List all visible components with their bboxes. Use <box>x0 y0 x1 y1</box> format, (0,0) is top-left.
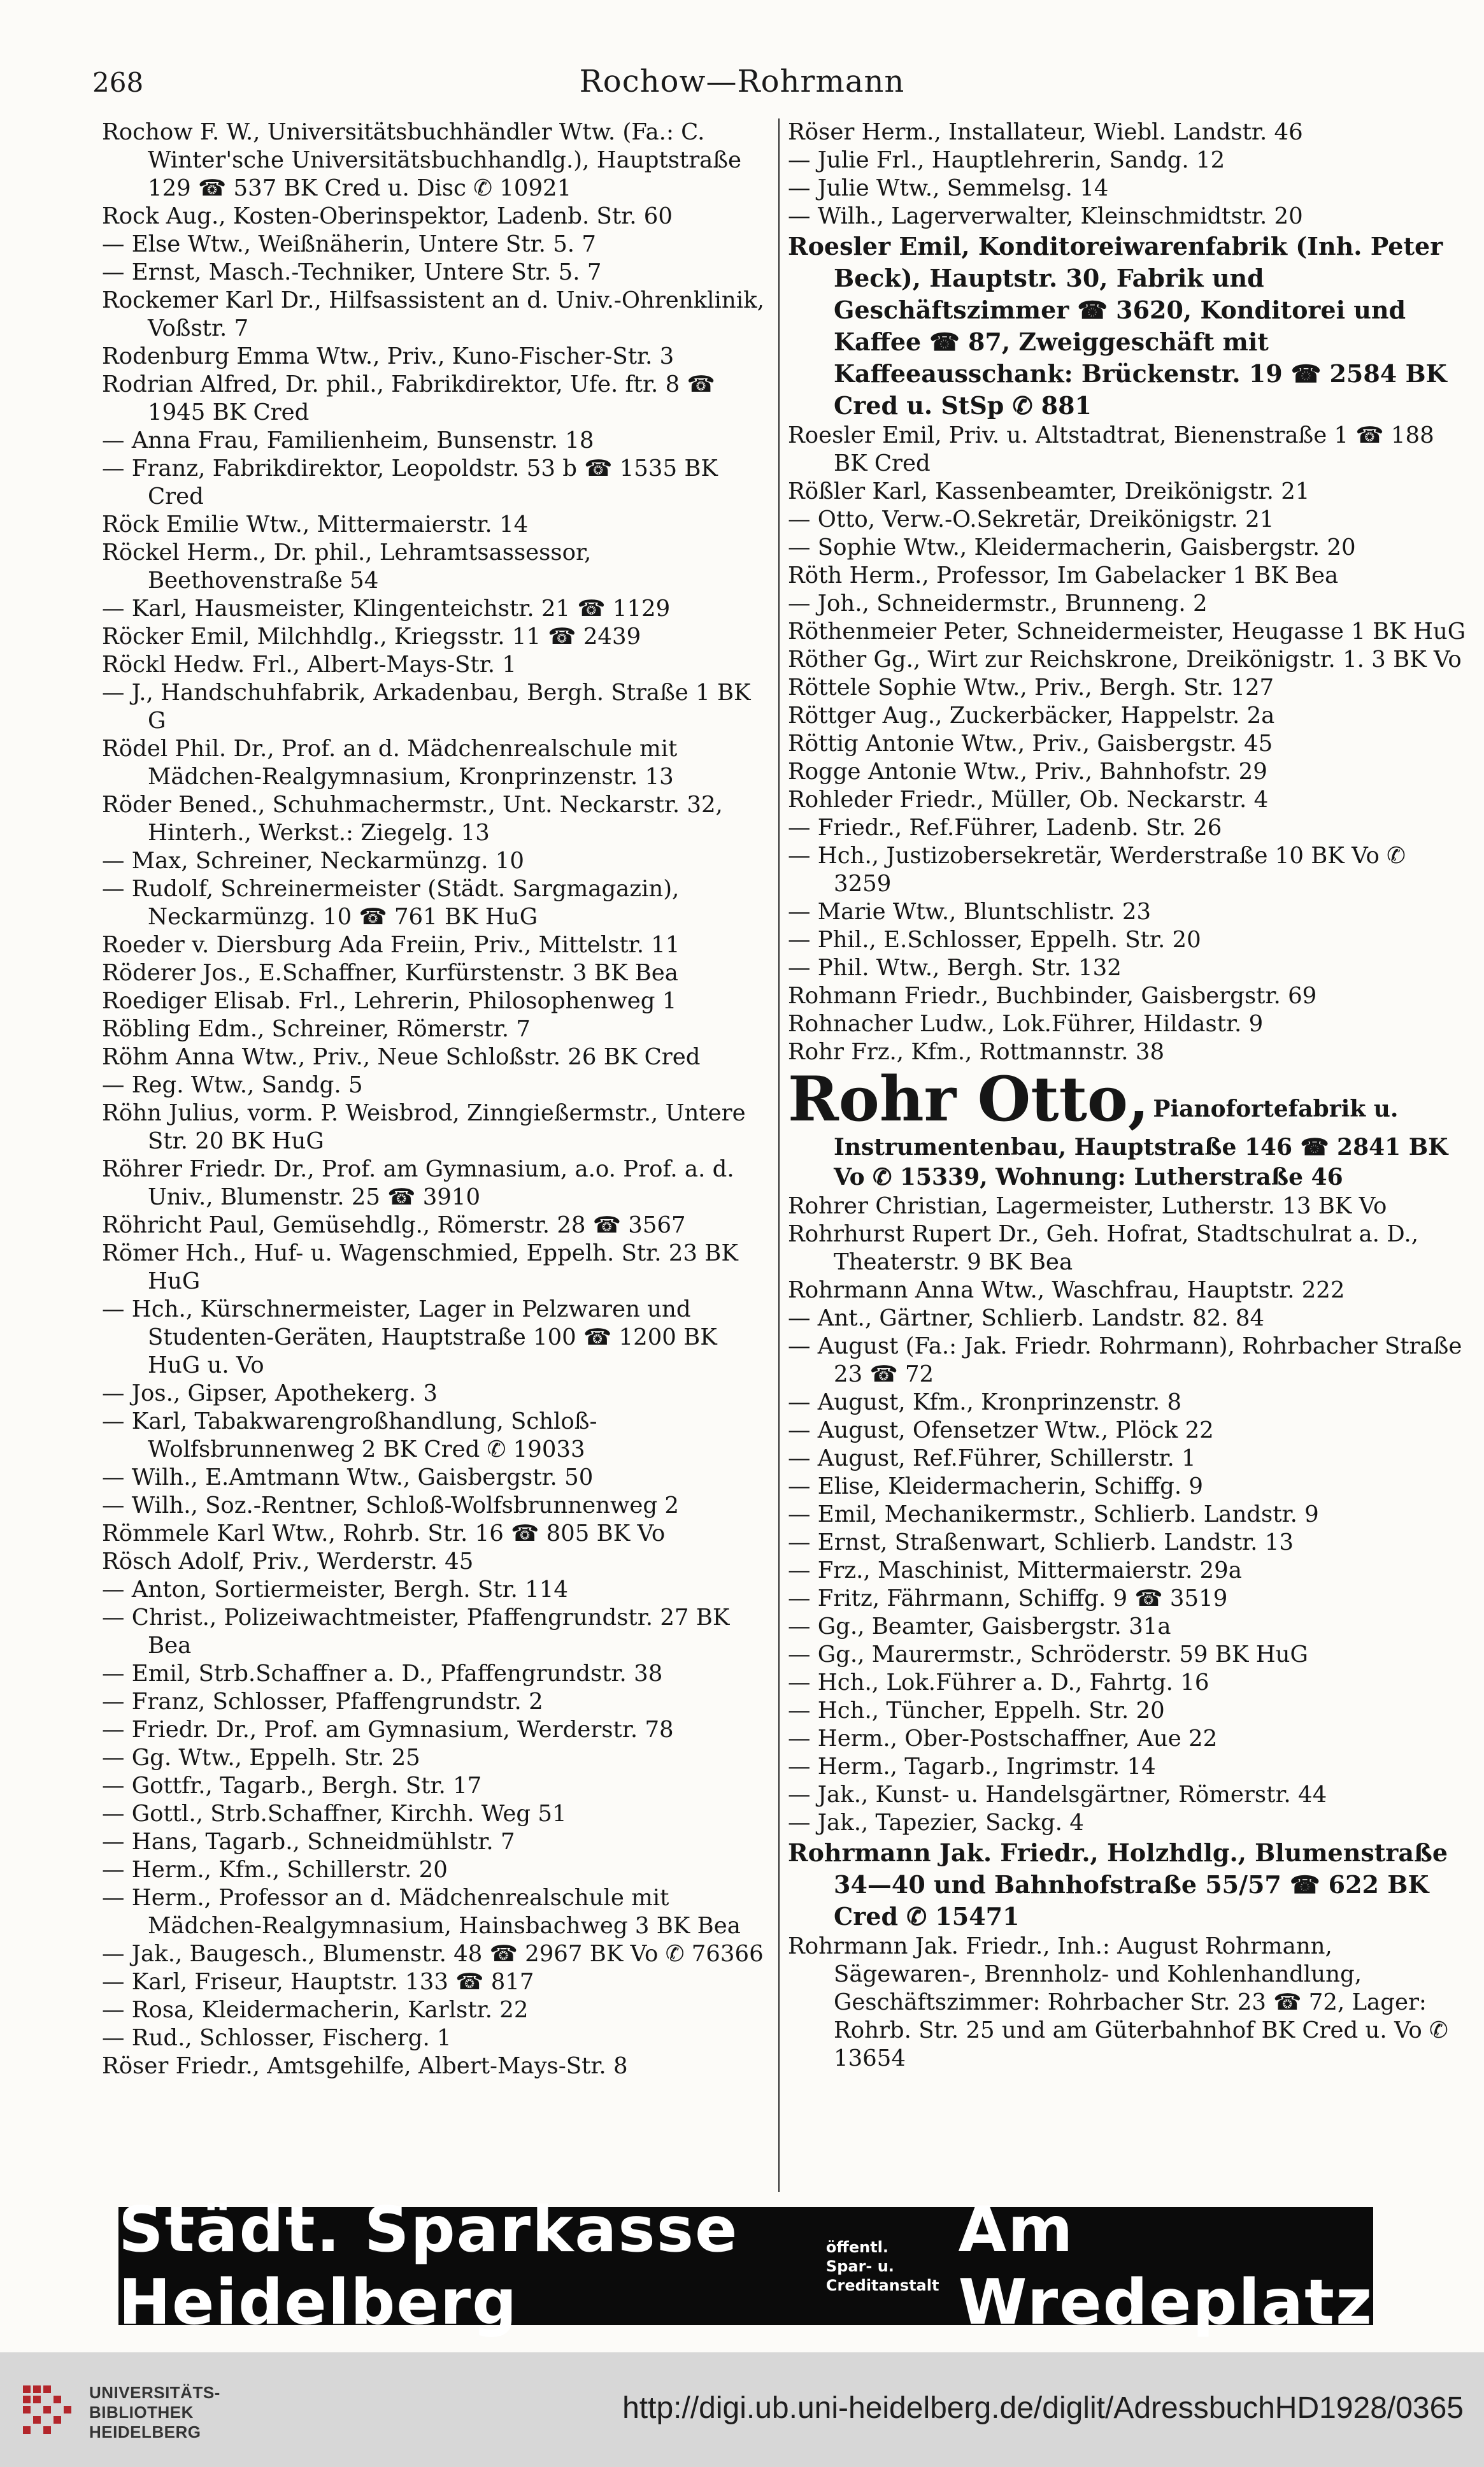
entry-text: — Anton, Sortiermeister, Bergh. Str. 114 <box>102 1577 568 1603</box>
directory-entry <box>788 814 1469 842</box>
directory-entry <box>788 1669 1469 1697</box>
directory-entry <box>102 1828 767 1856</box>
directory-entry <box>102 931 767 959</box>
directory-entry <box>102 1071 767 1099</box>
source-url-link[interactable]: http://digi.ub.uni-heidelberg.de/diglit/AdressbuchHD1928/0365 <box>622 2391 1464 2425</box>
entry-text: — Gottfr., Tagarb., Bergh. Str. 17 <box>102 1773 482 1799</box>
entry-text: Roesler Emil, Priv. u. Altstadtrat, Bienenstraße 1 ☎ 188 BK Cred <box>788 422 1434 476</box>
entry-text: — Emil, Mechanikermstr., Schlierb. Landstr. 9 <box>788 1501 1319 1527</box>
directory-entry <box>788 1809 1469 1837</box>
directory-entry <box>102 1015 767 1043</box>
entry-text: — Wilh., Lagerverwalter, Kleinschmidtstr. 20 <box>788 203 1303 229</box>
entry-text: — Julie Frl., Hauptlehrerin, Sandg. 12 <box>788 147 1225 173</box>
entry-text: — Hans, Tagarb., Schneidmühlstr. 7 <box>102 1829 515 1855</box>
directory-entry <box>788 1697 1469 1725</box>
directory-entry <box>788 1473 1469 1501</box>
directory-entry <box>788 1725 1469 1753</box>
library-name-line1: UNIVERSITÄTS- <box>89 2383 220 2402</box>
directory-entry <box>788 1837 1469 1933</box>
directory-entry <box>102 735 767 791</box>
entry-text: — August, Ref.Führer, Schillerstr. 1 <box>788 1445 1196 1471</box>
directory-entry <box>102 1744 767 1772</box>
entry-text: Roeder v. Diersburg Ada Freiin, Priv., Mittelstr. 11 <box>102 932 680 958</box>
entry-display-name: Rohr Otto, <box>788 1063 1150 1135</box>
directory-entry <box>788 1038 1469 1066</box>
directory-entry <box>102 679 767 735</box>
entry-text: Rohmann Friedr., Buchbinder, Gaisbergstr. 69 <box>788 983 1317 1009</box>
directory-entry <box>102 1996 767 2024</box>
directory-entry <box>102 1212 767 1240</box>
directory-entry <box>788 1753 1469 1781</box>
entry-text: — Phil., E.Schlosser, Eppelh. Str. 20 <box>788 927 1201 953</box>
directory-entry <box>788 1529 1469 1557</box>
directory-entry <box>102 1800 767 1828</box>
entry-text: Röcker Emil, Milchhdlg., Kriegsstr. 11 ☎ 2439 <box>102 624 641 650</box>
directory-entry <box>788 1933 1469 2073</box>
entry-text: — Gg., Maurermstr., Schröderstr. 59 BK HuG <box>788 1641 1308 1668</box>
directory-entry <box>102 1155 767 1212</box>
entry-text: — Jak., Baugesch., Blumenstr. 48 ☎ 2967 BK Vo ✆ 76366 <box>102 1941 764 1967</box>
entry-text: Rogge Antonie Wtw., Priv., Bahnhofstr. 29 <box>788 759 1267 785</box>
directory-entry <box>788 674 1469 702</box>
viewer-footer <box>0 2352 1484 2467</box>
entry-text: — Karl, Tabakwarengroßhandlung, Schloß-Wolfsbrunnenweg 2 BK Cred ✆ 19033 <box>102 1408 597 1462</box>
directory-entry <box>788 147 1469 175</box>
entry-text: — Gg. Wtw., Eppelh. Str. 25 <box>102 1745 420 1771</box>
entry-text: — Phil. Wtw., Bergh. Str. 132 <box>788 955 1122 981</box>
entry-text: — Emil, Strb.Schaffner a. D., Pfaffengrundstr. 38 <box>102 1661 663 1687</box>
directory-entry <box>102 1968 767 1996</box>
directory-entry <box>788 1445 1469 1473</box>
entry-text: — Friedr., Ref.Führer, Ladenb. Str. 26 <box>788 815 1222 841</box>
entry-text: — Hch., Kürschnermeister, Lager in Pelzwaren und Studenten-Geräten, Hauptstraße 100 ☎ 1200 BK HuG u. Vo <box>102 1296 717 1378</box>
banner-location: Am Wredeplatz <box>958 2193 1373 2339</box>
directory-entry <box>788 1010 1469 1038</box>
directory-entry <box>102 1548 767 1576</box>
entry-text: — August (Fa.: Jak. Friedr. Rohrmann), Rohrbacher Straße 23 ☎ 72 <box>788 1333 1462 1387</box>
entry-text: — Ernst, Straßenwart, Schlierb. Landstr. 13 <box>788 1529 1294 1555</box>
directory-entry <box>102 118 767 203</box>
entry-text: — Ant., Gärtner, Schlierb. Landstr. 82. 84 <box>788 1305 1265 1331</box>
directory-entry <box>102 1940 767 1968</box>
directory-entry <box>102 959 767 987</box>
directory-entry <box>788 590 1469 618</box>
entry-text: Röckl Hedw. Frl., Albert-Mays-Str. 1 <box>102 652 517 678</box>
directory-entry <box>102 511 767 539</box>
entry-text: — August, Ofensetzer Wtw., Plöck 22 <box>788 1417 1214 1443</box>
directory-entry <box>788 1613 1469 1641</box>
directory-entry <box>102 231 767 259</box>
directory-entry <box>102 1884 767 1940</box>
directory-entry <box>788 954 1469 982</box>
banner-small-line1: öffentl. Spar- u. <box>825 2238 894 2275</box>
entry-text: Rohr Frz., Kfm., Rottmannstr. 38 <box>788 1039 1165 1065</box>
entry-text: — Christ., Polizeiwachtmeister, Pfaffengrundstr. 27 BK Bea <box>102 1605 730 1659</box>
directory-entry <box>102 1380 767 1408</box>
entry-text: — Elise, Kleidermacherin, Schiffg. 9 <box>788 1473 1204 1499</box>
entry-text: — Sophie Wtw., Kleidermacherin, Gaisbergstr. 20 <box>788 534 1356 561</box>
entry-text: — Fritz, Fährmann, Schiffg. 9 ☎ 3519 <box>788 1585 1228 1612</box>
entry-text: — Rosa, Kleidermacherin, Karlstr. 22 <box>102 1997 529 2023</box>
directory-entry <box>102 539 767 595</box>
entry-text: Röderer Jos., E.Schaffner, Kurfürstenstr. 3 BK Bea <box>102 960 678 986</box>
directory-entry <box>102 1520 767 1548</box>
directory-entry <box>788 118 1469 147</box>
entry-text: Roediger Elisab. Frl., Lehrerin, Philosophenweg 1 <box>102 988 677 1014</box>
entry-text: Rohrmann Anna Wtw., Waschfrau, Hauptstr. 222 <box>788 1277 1345 1303</box>
entry-text: Röhrer Friedr. Dr., Prof. am Gymnasium, a.o. Prof. a. d. Univ., Blumenstr. 25 ☎ 3910 <box>102 1156 734 1210</box>
directory-entry <box>102 1604 767 1660</box>
directory-entry <box>788 646 1469 674</box>
directory-entry <box>102 2024 767 2052</box>
directory-entry <box>102 1688 767 1716</box>
entry-text: — Hch., Tüncher, Eppelh. Str. 20 <box>788 1698 1165 1724</box>
entry-text: Rohrmann Jak. Friedr., Inh.: August Rohrmann, Sägewaren-, Brennholz- und Kohlenhandlung, Geschäftszimmer: Rohrbacher Str. 23 ☎ 72, Lager: Rohrb. Str. 25 und am Güterbahnhof BK Cred u. Vo ✆ 13654 <box>788 1933 1448 2071</box>
directory-entry <box>102 2052 767 2080</box>
directory-entry <box>102 1772 767 1800</box>
directory-entry <box>102 1408 767 1464</box>
left-column <box>102 118 767 2215</box>
entry-text: — Ernst, Masch.-Techniker, Untere Str. 5. 7 <box>102 259 602 285</box>
directory-entry <box>788 478 1469 506</box>
library-name-line3: HEIDELBERG <box>89 2422 201 2442</box>
directory-entry <box>788 1220 1469 1276</box>
directory-entry <box>788 618 1469 646</box>
directory-entry <box>788 1417 1469 1445</box>
entry-text: — Anna Frau, Familienheim, Bunsenstr. 18 <box>102 427 594 454</box>
column-divider <box>778 118 780 2192</box>
entry-text: Roesler Emil, Konditoreiwarenfabrik (Inh. Peter Beck), Hauptstr. 30, Fabrik und Geschäftszimmer ☎ 3620, Konditorei und Kaffee ☎ 87, Zweiggeschäft mit Kaffeeausschank: Brückenstr. 19 ☎ 2584 BK Cred u. StSp ✆ 881 <box>788 232 1447 420</box>
entry-text: — Hch., Lok.Führer a. D., Fahrtg. 16 <box>788 1670 1209 1696</box>
entry-text: — Herm., Tagarb., Ingrimstr. 14 <box>788 1754 1156 1780</box>
directory-entry <box>788 1641 1469 1669</box>
entry-text: — Reg. Wtw., Sandg. 5 <box>102 1072 363 1098</box>
directory-entry <box>102 203 767 231</box>
directory-entry <box>102 791 767 847</box>
directory-entry <box>788 231 1469 422</box>
directory-entry <box>788 1063 1469 1192</box>
directory-entry <box>788 842 1469 898</box>
entry-text: — Karl, Friseur, Hauptstr. 133 ☎ 817 <box>102 1969 534 1995</box>
entry-text: — Karl, Hausmeister, Klingenteichstr. 21 ☎ 1129 <box>102 596 671 622</box>
directory-entry <box>788 175 1469 203</box>
entry-text: — Jos., Gipser, Apothekerg. 3 <box>102 1380 438 1406</box>
directory-entry <box>102 259 767 287</box>
entry-text: — Marie Wtw., Bluntschlistr. 23 <box>788 899 1152 925</box>
directory-entry <box>788 1557 1469 1585</box>
entry-text: Röttger Aug., Zuckerbäcker, Happelstr. 2a <box>788 703 1275 729</box>
entry-text: — Hch., Justizobersekretär, Werderstraße 10 BK Vo ✆ 3259 <box>788 843 1406 897</box>
entry-text: Rohleder Friedr., Müller, Ob. Neckarstr. 4 <box>788 787 1269 813</box>
directory-entry <box>102 1464 767 1492</box>
directory-entry <box>788 506 1469 534</box>
entry-text: Rohrmann Jak. Friedr., Holzhdlg., Blumenstraße 34—40 und Bahnhofstraße 55/57 ☎ 622 BK Cred ✆ 15471 <box>788 1838 1448 1931</box>
directory-entry <box>788 982 1469 1010</box>
directory-entry <box>102 1492 767 1520</box>
entry-text: — Rud., Schlosser, Fischerg. 1 <box>102 2025 452 2051</box>
directory-entry <box>788 1781 1469 1809</box>
directory-entry <box>102 875 767 931</box>
entry-text: — Friedr. Dr., Prof. am Gymnasium, Werderstr. 78 <box>102 1717 674 1743</box>
directory-entry <box>102 1576 767 1604</box>
directory-entry <box>102 847 767 875</box>
entry-text: — Jak., Kunst- u. Handelsgärtner, Römerstr. 44 <box>788 1782 1327 1808</box>
entry-text: Römer Hch., Huf- u. Wagenschmied, Eppelh. Str. 23 BK HuG <box>102 1240 738 1294</box>
library-logo-icon <box>19 2379 78 2438</box>
entry-text: — Julie Wtw., Semmelsg. 14 <box>788 175 1109 201</box>
directory-entry <box>788 203 1469 231</box>
directory-entry <box>788 1501 1469 1529</box>
entry-text: Rohrhurst Rupert Dr., Geh. Hofrat, Stadtschulrat a. D., Theaterstr. 9 BK Bea <box>788 1221 1418 1275</box>
banner-bank-name: Städt. Sparkasse Heidelberg <box>118 2193 739 2339</box>
directory-entry <box>102 1296 767 1380</box>
directory-entry <box>102 1099 767 1155</box>
entry-text: Rodenburg Emma Wtw., Priv., Kuno-Fischer-Str. 3 <box>102 343 674 369</box>
directory-entry <box>788 926 1469 954</box>
entry-text: — Rudolf, Schreinermeister (Städt. Sargmagazin), Neckarmünzg. 10 ☎ 761 BK HuG <box>102 876 680 930</box>
entry-text: Rohnacher Ludw., Lok.Führer, Hildastr. 9 <box>788 1011 1264 1037</box>
entry-text: Röhm Anna Wtw., Priv., Neue Schloßstr. 26 BK Cred <box>102 1044 701 1070</box>
entry-text: — Max, Schreiner, Neckarmünzg. 10 <box>102 848 524 874</box>
library-name <box>89 2383 220 2442</box>
directory-entry <box>102 1240 767 1296</box>
entry-text: — Otto, Verw.-O.Sekretär, Dreikönigstr. 21 <box>788 506 1274 533</box>
directory-entry <box>102 623 767 651</box>
entry-text: Röser Friedr., Amtsgehilfe, Albert-Mays-Str. 8 <box>102 2053 628 2079</box>
directory-entry <box>102 987 767 1015</box>
entry-text: Röhn Julius, vorm. P. Weisbrod, Zinngießermstr., Untere Str. 20 BK HuG <box>102 1100 746 1154</box>
directory-entry <box>788 730 1469 758</box>
entry-text: Röser Herm., Installateur, Wiebl. Landstr. 46 <box>788 119 1303 145</box>
directory-entry <box>102 427 767 455</box>
directory-entry <box>788 1333 1469 1389</box>
directory-entry <box>788 758 1469 786</box>
entry-text: Röth Herm., Professor, Im Gabelacker 1 BK Bea <box>788 562 1339 589</box>
entry-text: Röther Gg., Wirt zur Reichskrone, Dreikönigstr. 1. 3 BK Vo <box>788 647 1462 673</box>
entry-text: — Herm., Professor an d. Mädchenrealschule mit Mädchen-Realgymnasium, Hainsbachweg 3 BK Bea <box>102 1885 741 1939</box>
library-name-line2: BIBLIOTHEK <box>89 2403 194 2422</box>
directory-entry <box>102 651 767 679</box>
entry-text: Römmele Karl Wtw., Rohrb. Str. 16 ☎ 805 BK Vo <box>102 1520 666 1547</box>
entry-text: Röck Emilie Wtw., Mittermaierstr. 14 <box>102 511 529 538</box>
directory-entry <box>102 595 767 623</box>
entry-text: — Herm., Kfm., Schillerstr. 20 <box>102 1857 448 1883</box>
entry-text: Rösch Adolf, Priv., Werderstr. 45 <box>102 1548 474 1575</box>
directory-entry <box>102 1856 767 1884</box>
sparkasse-advertisement <box>118 2193 1373 2339</box>
directory-entry <box>788 1389 1469 1417</box>
entry-text: — Else Wtw., Weißnäherin, Untere Str. 5. 7 <box>102 231 596 257</box>
banner-small-text <box>826 2238 939 2295</box>
entry-text: Rohrer Christian, Lagermeister, Lutherstr. 13 BK Vo <box>788 1193 1387 1219</box>
entry-text: Rodrian Alfred, Dr. phil., Fabrikdirektor, Ufe. ftr. 8 ☎ 1945 BK Cred <box>102 371 715 425</box>
banner-small-line2: Creditanstalt <box>825 2276 939 2294</box>
entry-text: — Jak., Tapezier, Sackg. 4 <box>788 1810 1084 1836</box>
directory-entry <box>788 562 1469 590</box>
directory-entry <box>102 371 767 427</box>
directory-entry <box>102 1660 767 1688</box>
directory-entry <box>102 455 767 511</box>
entry-text: — Gg., Beamter, Gaisbergstr. 31a <box>788 1613 1171 1640</box>
entry-text: Rockemer Karl Dr., Hilfsassistent an d. Univ.-Ohrenklinik, Voßstr. 7 <box>102 287 764 341</box>
entry-text: Röckel Herm., Dr. phil., Lehramtsassessor, Beethovenstraße 54 <box>102 540 592 594</box>
entry-text: — Wilh., E.Amtmann Wtw., Gaisbergstr. 50 <box>102 1464 594 1491</box>
directory-entry <box>788 1585 1469 1613</box>
entry-text: — Joh., Schneidermstr., Brunneng. 2 <box>788 590 1208 617</box>
directory-entry <box>788 1276 1469 1305</box>
directory-entry <box>788 1192 1469 1220</box>
entry-text: Röttele Sophie Wtw., Priv., Bergh. Str. 127 <box>788 675 1274 701</box>
entry-text: Röttig Antonie Wtw., Priv., Gaisbergstr. 45 <box>788 731 1273 757</box>
entry-text: Rödel Phil. Dr., Prof. an d. Mädchenrealschule mit Mädchen-Realgymnasium, Kronprinzenstr. 13 <box>102 736 678 790</box>
entry-text: — Franz, Fabrikdirektor, Leopoldstr. 53 b ☎ 1535 BK Cred <box>102 455 718 510</box>
entry-text: Rock Aug., Kosten-Oberinspektor, Ladenb. Str. 60 <box>102 203 673 229</box>
directory-entry <box>788 702 1469 730</box>
directory-entry <box>102 287 767 343</box>
entry-text: Rößler Karl, Kassenbeamter, Dreikönigstr. 21 <box>788 478 1310 504</box>
directory-entry <box>788 898 1469 926</box>
directory-entry <box>788 534 1469 562</box>
entry-text: — Gottl., Strb.Schaffner, Kirchh. Weg 51 <box>102 1801 567 1827</box>
directory-entry <box>788 422 1469 478</box>
right-column <box>788 118 1469 2215</box>
directory-entry <box>102 1716 767 1744</box>
entry-text: Röder Bened., Schuhmachermstr., Unt. Neckarstr. 32, Hinterh., Werkst.: Ziegelg. 13 <box>102 792 723 846</box>
entry-text: — J., Handschuhfabrik, Arkadenbau, Bergh. Straße 1 BK G <box>102 680 751 734</box>
entry-text: Röthenmeier Peter, Schneidermeister, Heugasse 1 BK HuG <box>788 619 1466 645</box>
entry-text: — Frz., Maschinist, Mittermaierstr. 29a <box>788 1557 1242 1584</box>
directory-entry <box>102 1043 767 1071</box>
directory-entry <box>102 343 767 371</box>
entry-text: — August, Kfm., Kronprinzenstr. 8 <box>788 1389 1182 1415</box>
entry-text: Pianofortefabrik u. Instrumentenbau, Hauptstraße 146 ☎ 2841 BK Vo ✆ 15339, Wohnung: Lutherstraße 46 <box>834 1096 1448 1191</box>
entry-text: — Herm., Ober-Postschaffner, Aue 22 <box>788 1726 1218 1752</box>
entry-text: Röhricht Paul, Gemüsehdlg., Römerstr. 28 ☎ 3567 <box>102 1212 686 1238</box>
directory-entry <box>788 1305 1469 1333</box>
page-number: 268 <box>92 67 144 98</box>
entry-text: Röbling Edm., Schreiner, Römerstr. 7 <box>102 1016 531 1042</box>
running-head: Rochow—Rohrmann <box>579 64 905 99</box>
directory-entry <box>788 786 1469 814</box>
entry-text: Rochow F. W., Universitätsbuchhändler Wtw. (Fa.: C. Winter'sche Universitätsbuchhandlg.), Hauptstraße 129 ☎ 537 BK Cred u. Disc ✆ 10921 <box>102 119 742 201</box>
entry-text: — Wilh., Soz.-Rentner, Schloß-Wolfsbrunnenweg 2 <box>102 1492 679 1519</box>
entry-text: — Franz, Schlosser, Pfaffengrundstr. 2 <box>102 1689 543 1715</box>
